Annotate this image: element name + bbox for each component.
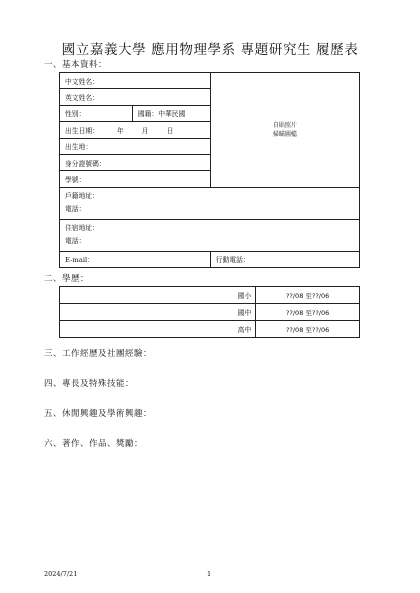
email-field[interactable]: E-mail： <box>60 251 211 267</box>
mobile-field[interactable]: 行動電話： <box>210 251 359 267</box>
month-label: 月 <box>141 126 149 135</box>
basic-info-table <box>59 72 360 268</box>
residence-address-field[interactable] <box>60 219 360 251</box>
education-table <box>59 286 360 338</box>
education-school[interactable]: 國小 <box>60 287 256 304</box>
year-label: 年 <box>116 126 124 135</box>
section-works-heading: 六、著作、作品、獎勵： <box>44 439 144 449</box>
footer-page-number: 1 <box>207 570 212 578</box>
education-row <box>60 287 360 304</box>
birth-date-field[interactable] <box>60 122 211 138</box>
birth-date-label: 出生日期： <box>65 126 99 135</box>
education-period[interactable]: ??/08 至??/06 <box>256 287 360 304</box>
education-school[interactable]: 高中 <box>60 321 256 338</box>
photo-placeholder[interactable] <box>210 73 359 188</box>
registered-phone-label: 電話： <box>65 205 86 214</box>
footer-date: 2024/7/21 <box>44 570 78 578</box>
birthplace-field[interactable]: 出生地： <box>60 138 211 154</box>
education-school[interactable]: 國中 <box>60 304 256 321</box>
document-title: 國立嘉義大學 應用物理學系 專題研究生 履歷表 <box>61 42 359 58</box>
education-period[interactable]: ??/08 至??/06 <box>256 304 360 321</box>
registered-address-field[interactable] <box>60 187 360 219</box>
photo-label-1: 自貼照片 <box>272 121 297 129</box>
section-work-heading: 三、工作經歷及社團經驗： <box>44 349 153 359</box>
residence-phone-label: 電話： <box>65 237 86 246</box>
section-education-heading: 二、學歷： <box>44 274 90 284</box>
id-number-field[interactable]: 身分證號碼： <box>60 154 211 170</box>
student-id-field[interactable]: 學號： <box>60 171 211 187</box>
education-row <box>60 304 360 321</box>
section-skills-heading: 四、專長及特殊技能： <box>44 379 135 389</box>
residence-address-label: 住宿地址： <box>65 224 99 233</box>
registered-address-label: 戶籍地址： <box>65 192 99 201</box>
section-interests-heading: 五、休閒興趣及學術興趣： <box>44 409 153 419</box>
education-period[interactable]: ??/08 至??/06 <box>256 321 360 338</box>
education-row <box>60 321 360 338</box>
nationality-field[interactable]: 國籍：中華民國 <box>132 105 210 121</box>
photo-label-2: 掃瞄圖檔 <box>272 130 297 138</box>
chinese-name-field[interactable]: 中文姓名： <box>60 73 211 89</box>
english-name-field[interactable]: 英文姓名： <box>60 89 211 105</box>
day-label: 日 <box>166 126 174 135</box>
section-basic-heading: 一、基本資料： <box>44 60 108 70</box>
gender-field[interactable]: 性別： <box>60 105 133 121</box>
